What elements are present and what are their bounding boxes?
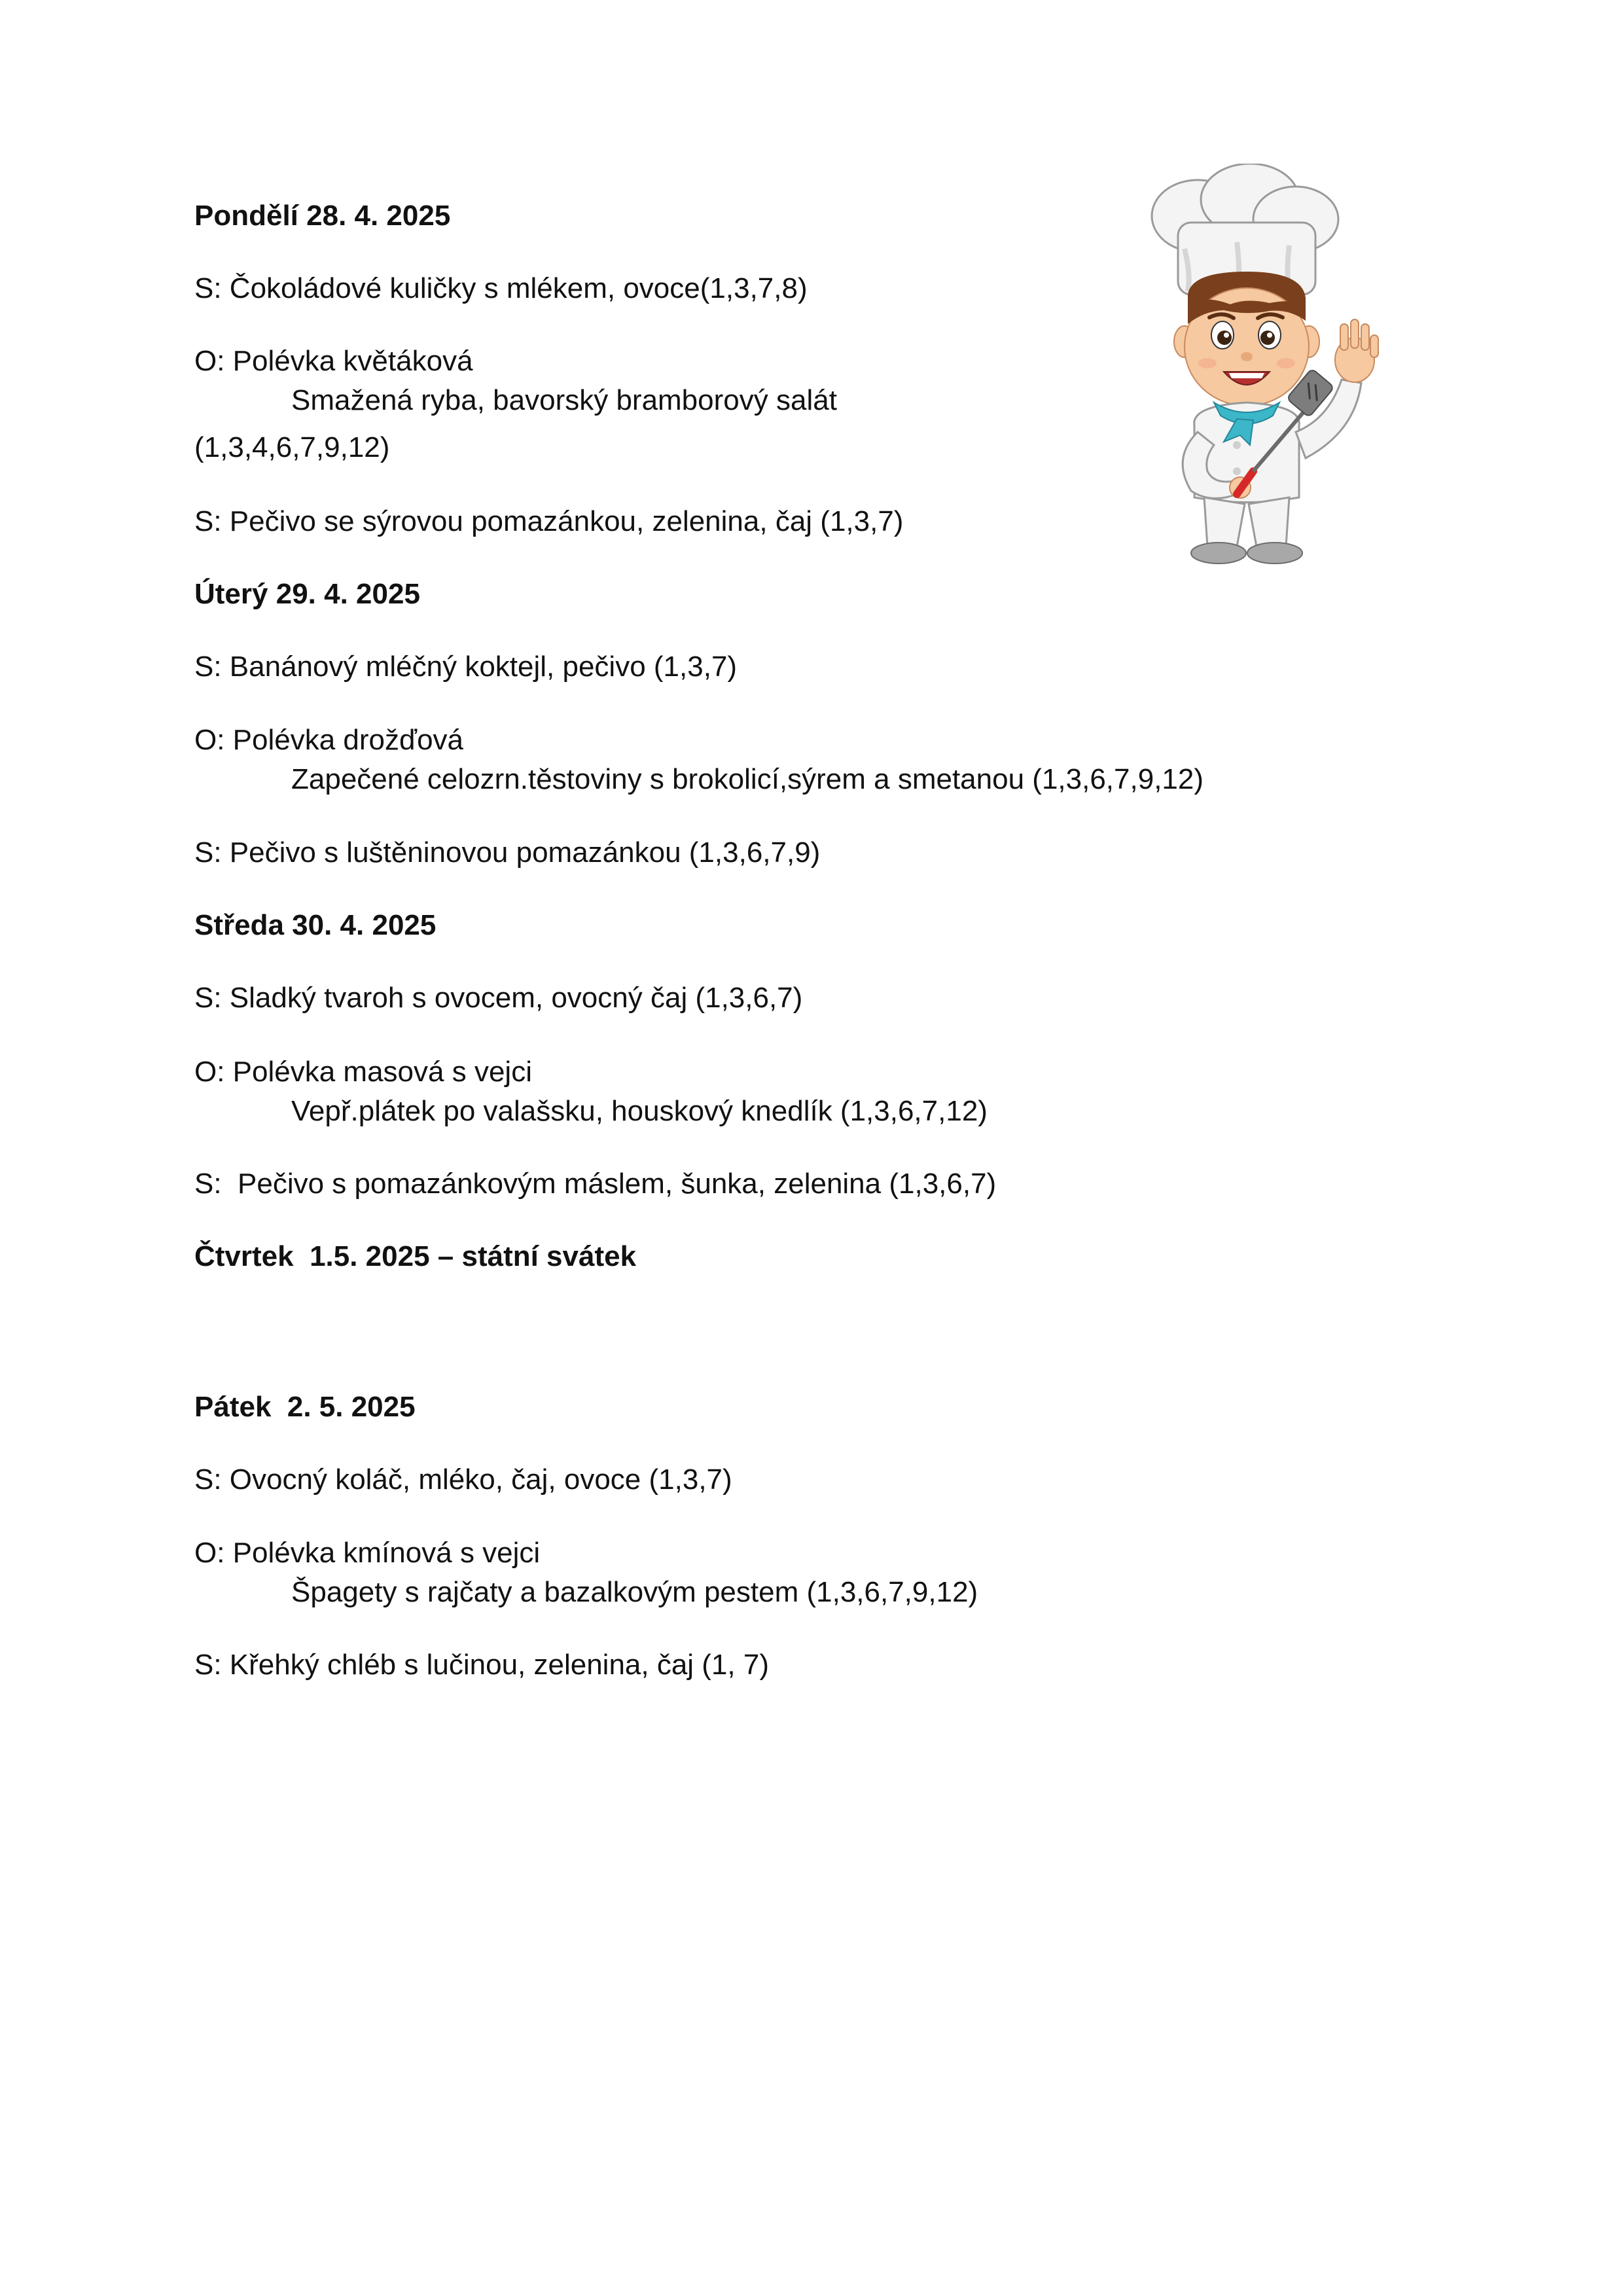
day-heading-tuesday: Úterý 29. 4. 2025 [194, 578, 420, 610]
tuesday-snack-morning: S: Banánový mléčný koktejl, pečivo (1,3,7) [194, 651, 738, 683]
monday-lunch-soup: O: Polévka květáková [194, 345, 473, 377]
monday-snack-afternoon: S: Pečivo se sýrovou pomazánkou, zelenina, čaj (1,3,7) [194, 505, 904, 537]
wednesday-snack-afternoon: S: Pečivo s pomazánkovým máslem, šunka, zelenina (1,3,6,7) [194, 1168, 997, 1200]
monday-lunch-main-allergens: (1,3,4,6,7,9,12) [194, 431, 390, 463]
friday-snack-morning: S: Ovocný koláč, mléko, čaj, ovoce (1,3,7) [194, 1463, 732, 1496]
day-heading-thursday: Čtvrtek 1.5. 2025 – státní svátek [194, 1240, 637, 1272]
monday-snack-morning: S: Čokoládové kuličky s mlékem, ovoce(1,3,7,8) [194, 272, 808, 304]
wednesday-lunch-soup: O: Polévka masová s vejci [194, 1056, 532, 1088]
friday-snack-afternoon: S: Křehký chléb s lučinou, zelenina, čaj (1, 7) [194, 1649, 770, 1681]
monday-lunch-main: Smažená ryba, bavorský bramborový salát [291, 384, 837, 416]
friday-lunch-soup: O: Polévka kmínová s vejci [194, 1537, 541, 1569]
tuesday-snack-afternoon: S: Pečivo s luštěninovou pomazánkou (1,3,6,7,9) [194, 836, 821, 869]
wednesday-snack-morning: S: Sladký tvaroh s ovocem, ovocný čaj (1,3,6,7) [194, 982, 803, 1014]
day-heading-wednesday: Středa 30. 4. 2025 [194, 909, 437, 941]
friday-lunch-main: Špagety s rajčaty a bazalkovým pestem (1,3,6,7,9,12) [291, 1576, 978, 1608]
day-heading-monday: Pondělí 28. 4. 2025 [194, 200, 451, 232]
wednesday-lunch-main: Vepř.plátek po valašsku, houskový knedlík (1,3,6,7,12) [291, 1095, 988, 1127]
tuesday-lunch-main: Zapečené celozrn.těstoviny s brokolicí,sýrem a smetanou (1,3,6,7,9,12) [291, 763, 1204, 795]
day-heading-friday: Pátek 2. 5. 2025 [194, 1391, 416, 1423]
chef-cartoon-icon [1073, 164, 1414, 569]
waving-hand [1335, 319, 1378, 382]
tuesday-lunch-soup: O: Polévka drožďová [194, 724, 464, 756]
